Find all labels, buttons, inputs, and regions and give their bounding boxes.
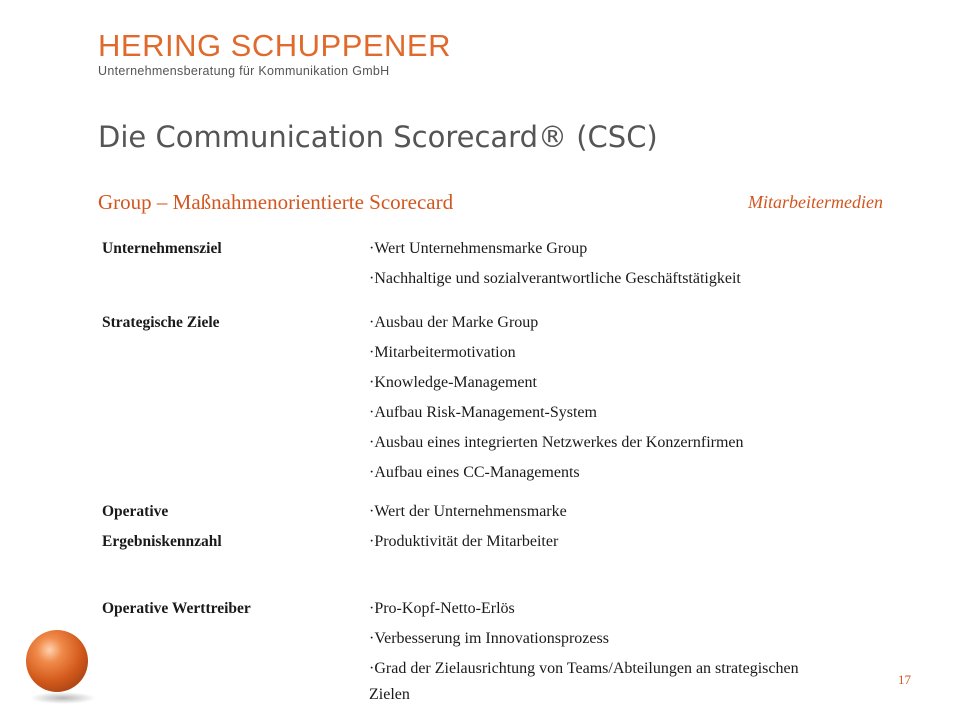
row-items bbox=[369, 594, 889, 708]
list-item: · Produktivität der Mitarbeiter bbox=[369, 527, 889, 557]
row-items bbox=[369, 308, 889, 488]
logo-tagline: Unternehmensberatung für Kommunikation GmbH bbox=[98, 64, 390, 78]
row-label bbox=[102, 497, 362, 557]
row-label-line: Ergebniskennzahl bbox=[102, 533, 222, 550]
row-label: Strategische Ziele bbox=[102, 314, 220, 331]
list-item: · Aufbau Risk-Management-System bbox=[369, 398, 889, 428]
row-items bbox=[369, 234, 889, 294]
logo-name: HERING SCHUPPENER bbox=[98, 28, 451, 63]
list-item: · Nachhaltige und sozialverantwortliche Geschäftstätigkeit bbox=[369, 264, 889, 294]
list-item: · Pro-Kopf-Netto-Erlös bbox=[369, 594, 889, 624]
list-item: · Grad der Zielausrichtung von Teams/Abteilungen an strategischen Zielen bbox=[369, 656, 839, 708]
list-item: · Wert der Unternehmensmarke bbox=[369, 497, 889, 527]
slide-title: Die Communication Scorecard® (CSC) bbox=[98, 120, 658, 154]
row-label-line: Operative bbox=[102, 503, 169, 520]
list-item: · Ausbau eines integrierten Netzwerkes der Konzernfirmen bbox=[369, 428, 889, 458]
list-item: · Ausbau der Marke Group bbox=[369, 308, 889, 338]
sphere-shadow bbox=[30, 692, 96, 704]
list-item: · Aufbau eines CC-Managements bbox=[369, 458, 889, 488]
list-item: · Knowledge-Management bbox=[369, 368, 889, 398]
page-number: 17 bbox=[898, 672, 911, 687]
row-label: Unternehmensziel bbox=[102, 240, 222, 257]
list-item: · Mitarbeitermotivation bbox=[369, 338, 889, 368]
list-item: · Verbesserung im Innovationsprozess bbox=[369, 624, 889, 654]
orange-sphere-icon bbox=[26, 630, 88, 692]
row-items bbox=[369, 497, 889, 557]
section-tag: Mitarbeitermedien bbox=[748, 192, 883, 212]
list-item: · Wert Unternehmensmarke Group bbox=[369, 234, 889, 264]
slide-subtitle: Group – Maßnahmenorientierte Scorecard bbox=[98, 190, 454, 214]
company-logo bbox=[98, 30, 451, 78]
row-label: Operative Werttreiber bbox=[102, 600, 251, 617]
